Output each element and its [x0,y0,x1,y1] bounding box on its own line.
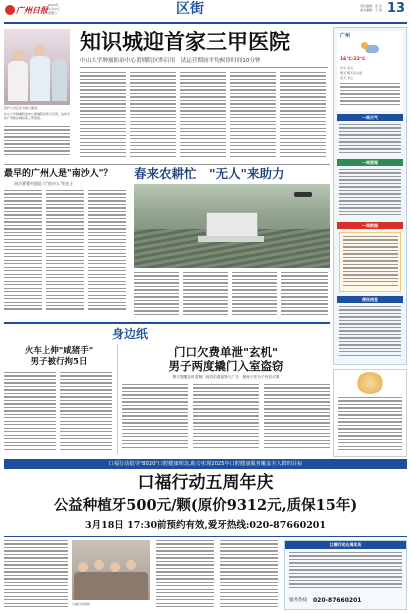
section-title: 区街 [176,1,204,17]
ad-booking: 3月18日 17:30前预约有效,爱牙热线:020-87660201 [84,520,327,531]
transplanter-machine [198,236,264,242]
page-number: 13 [387,1,406,16]
lead-headline: 知识城迎首家三甲医院 [80,29,290,54]
editor-credits [330,4,382,12]
farm-headline: 春来农耕忙 "无人"来助力 [134,166,285,181]
weather-title: 广州 [340,33,351,39]
farm-body-col-3 [232,272,277,318]
editor-line: 美术编辑：王 凯 [360,8,382,12]
sidebar-box-body [339,169,401,219]
photo-figure [78,562,88,572]
ad-body-mid-2 [220,540,278,610]
column-divider [117,344,118,454]
photo-figure [126,560,136,570]
shenbian-main-col-2 [193,384,259,452]
sidebar-data-panel [339,232,401,292]
photo-figure [52,59,67,101]
lead-body-col-3 [180,72,226,160]
shenbian-main-headline [122,345,330,373]
newspaper-logo [5,2,48,20]
weather-forecast [340,66,400,81]
nanpai-subhead: 南沙番薯村遗址与"南沙人"的出土 [14,181,74,186]
sidebar-box-title: 便民信息 [337,296,403,303]
photo-figure [94,560,104,570]
sidebar-box-body [339,124,401,156]
weather-details [340,83,400,109]
ad-rule [4,536,407,537]
ad-sidebar [284,540,407,610]
section-rule [4,164,330,165]
weather-temp: 16℃-22℃ [340,57,366,62]
photo-figure [74,572,148,600]
right-lower-panel [333,369,407,457]
photo-figure [30,56,50,101]
logo-sun-icon [5,5,15,15]
table-body [338,397,402,453]
nanpai-body-col-2 [46,190,84,315]
hotline-number: 020-87660201 [313,597,362,604]
hotline-row [289,596,402,606]
ad-title: 口福行动五周年庆 [137,473,274,493]
headline-line: 火车上伸"咸猪手" [24,346,94,356]
shenbian-left-col-1 [4,372,56,452]
headline-line: 男子被行拘5日 [30,357,88,367]
ad-photo [72,540,150,600]
date-line: 星期日 [48,11,58,15]
nanpai-headline: 最早的广州人是"南沙人"？ [4,169,113,179]
lead-body-col-5 [280,72,326,160]
photo-figure [8,61,28,101]
photo-figure [34,45,45,56]
lead-rule [80,67,328,68]
sidebar-box-title: 一周天气 [337,114,403,121]
shenbian-subhead: 警方提醒及时清理门前放的遗留物与广告 避免不法分子有机可乘 [172,375,280,379]
shenbian-main-col-1 [122,384,188,452]
drone-icon [294,192,312,197]
farm-body-col-2 [183,272,228,318]
nanpai-body-col-1 [4,190,42,315]
shenbian-left-col-2 [60,372,112,452]
lead-intro-body [4,126,70,158]
sidebar-box-title: 一周数据 [337,222,403,229]
sidebar-box-title: 一周要闻 [337,159,403,166]
lead-photo-caption: 医护人员正在为病人服务。 [4,106,41,110]
sidebar-data-body [343,236,398,288]
editor-line: 责任编辑：吴 亮 [360,4,382,8]
lead-intro: 中山大学肿瘤防治中心黄埔院区昨日启用，这是中新广州知识城首家三甲医院。 [4,112,70,120]
ad-body-left [4,540,68,610]
lead-subhead: 中山大学肿瘤防治中心黄埔院区昨启用 试运营期间平均候诊时间10分钟 [80,58,261,64]
shenbian-main-col-3 [264,384,330,452]
ad-banner: 口福行动倡导"8020"口腔健康理念,助力实现2025年口腔健康服务覆盖全人群的目标 [4,459,407,469]
masthead-rule [4,22,407,24]
lead-body-col-4 [230,72,276,160]
sidebar-box-body [339,306,401,361]
right-sidebar [333,27,407,365]
lead-body-col-2 [130,72,176,160]
headline-line: 门口欠费单泄"玄机" [174,345,278,359]
date-line: 2023年 [48,3,59,7]
ad-photo-caption: 口福行动现场 [72,602,91,606]
lead-body-col-1 [80,72,126,160]
forecast-line: 后天 多云 [340,76,353,80]
shenbian-left-headline [4,346,114,368]
issue-date [48,3,68,15]
ad-offer: 公益种植牙500元/颗(原价9312元,质保15年) [53,497,358,514]
headline-line: 男子两度撬门入室盗窃 [168,359,284,373]
ad-sidebar-body [289,552,402,592]
mascot-illustration [356,372,384,394]
forecast-line: 明天 阴天有小雨 [340,71,362,75]
photo-figure [12,49,24,61]
lead-photo [4,29,70,105]
farm-photo [134,184,330,268]
ad-body-mid-1 [156,540,214,610]
farm-body-col-1 [134,272,179,318]
hotline-label: 服务热线 [289,598,307,603]
weather-box [337,31,403,111]
masthead [0,0,411,26]
sun-icon [361,42,368,49]
shenbian-rule [4,322,330,324]
forecast-line: 今天 多云 [340,66,353,70]
logo-text: 广州日报 [16,5,48,15]
photo-figure [110,562,120,572]
farm-body-col-4 [281,272,328,318]
nanpai-body-col-3 [88,190,126,315]
ad-sidebar-title: 口福行动五周年庆 [285,541,406,549]
date-line: 3月12日 [48,7,60,11]
shenbian-section-title: 身边纸 [112,327,149,341]
